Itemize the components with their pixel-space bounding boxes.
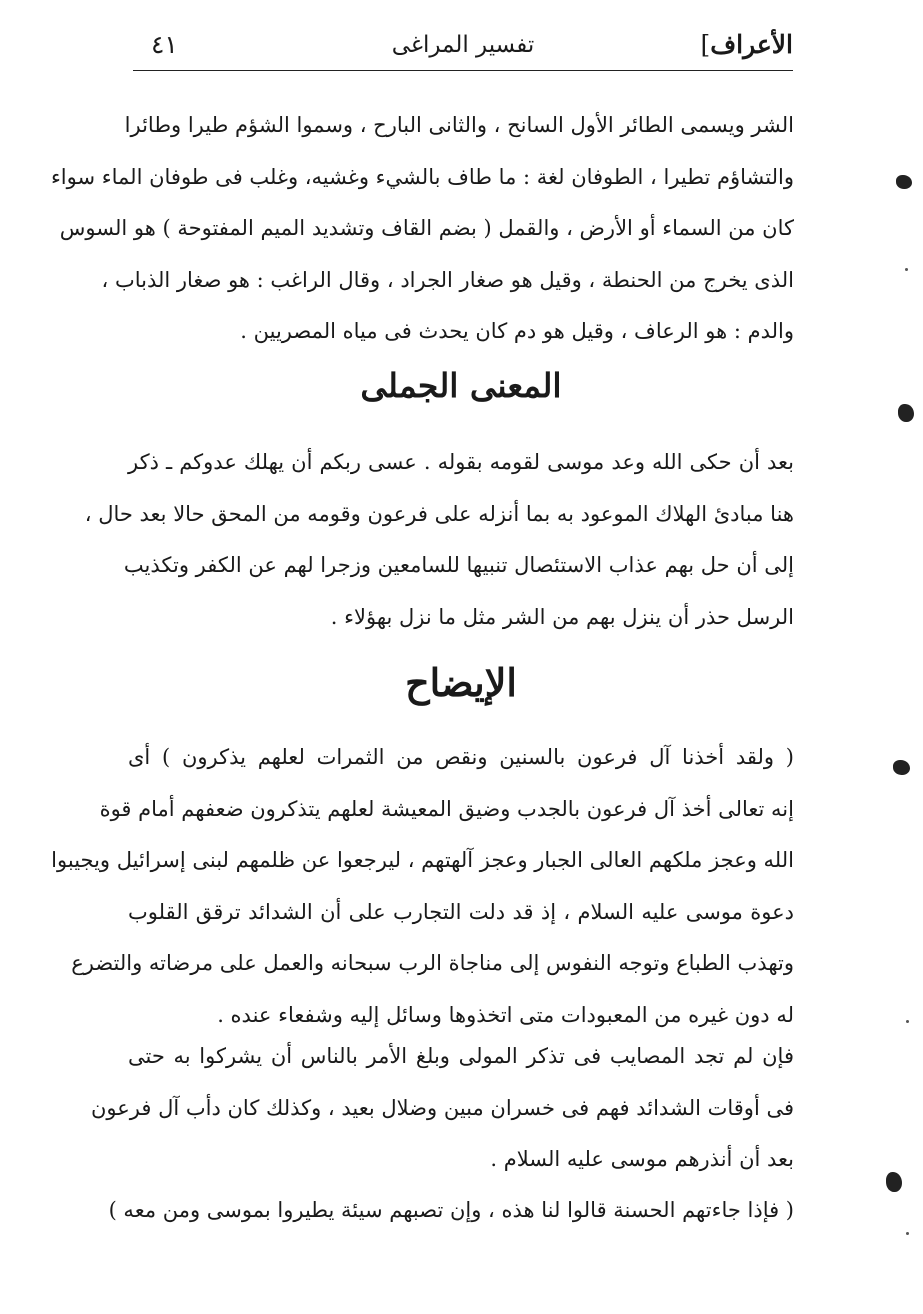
text-line: والدم : هو الرعاف ، وقيل هو دم كان يحدث فى مياه المصريين . — [240, 319, 794, 343]
text-line: كان من السماء أو الأرض ، والقمل ( بضم القاف وتشديد الميم المفتوحة ) هو السوس — [59, 216, 794, 240]
section-heading-general-meaning: المعنى الجملى — [360, 366, 562, 405]
text-line: الذى يخرج من الحنطة ، وقيل هو صغار الجراد ، وقال الراغب : هو صغار الذباب ، — [101, 267, 794, 292]
text-line: ( ولقد أخذنا آل فرعون بالسنين ونقص من الثمرات لعلهم يذكرون ) أى — [128, 745, 794, 769]
text-line: إلى أن حل بهم عذاب الاستئصال تنبيها للسامعين وزجرا لهم عن الكفر وتكذيب — [123, 553, 794, 577]
book-title: تفسير المراغى — [391, 32, 535, 58]
ink-blot — [896, 175, 912, 189]
text-line: الشر ويسمى الطائر الأول السانح ، والثانى البارح ، وسموا الشؤم طيرا وطائرا — [124, 113, 794, 137]
ink-speck — [906, 1020, 909, 1023]
header-bracket: ] — [700, 30, 711, 59]
explanation-paragraph-continued — [91, 1031, 794, 1186]
section-heading-explanation: الإيضاح — [405, 660, 517, 705]
surah-name: الأعراف] — [700, 30, 793, 59]
text-line: ( فإذا جاءتهم الحسنة قالوا لنا هذه ، وإن تصبهم سيئة يطيروا بموسى ومن معه ) — [108, 1198, 794, 1222]
text-line: وتهذب الطباع وتوجه النفوس إلى مناجاة الرب سبحانه والعمل على مرضاته والتضرع — [71, 951, 794, 975]
text-line: الرسل حذر أن ينزل بهم من الشر مثل ما نزل بهؤلاء . — [330, 604, 794, 629]
text-line: إنه تعالى أخذ آل فرعون بالجدب وضيق المعيشة لعلهم يتذكرون ضعفهم أمام قوة — [99, 796, 794, 821]
text-line: بعد أن أنذرهم موسى عليه السلام . — [490, 1147, 794, 1171]
text-line: فى أوقات الشدائد فهم فى خسران مبين وضلال بعيد ، وكذلك كان دأب آل فرعون — [91, 1095, 794, 1120]
explanation-paragraph — [51, 732, 794, 1041]
ink-blot — [893, 760, 910, 775]
text-line: دعوة موسى عليه السلام ، إذ قد دلت التجارب على أن الشدائد ترقق القلوب — [128, 899, 794, 924]
running-header — [133, 24, 793, 70]
text-line: له دون غيره من المعبودات متى اتخذوها وسائل إليه وشفعاء عنده . — [217, 1002, 794, 1027]
ink-speck — [906, 1232, 909, 1235]
text-line: هنا مبادئ الهلاك الموعود به بما أنزله على فرعون وقومه من المحق حالا بعد حال ، — [84, 501, 794, 526]
header-rule — [133, 70, 793, 71]
text-line: الله وعجز ملكهم العالى الجبار وعجز آلهتهم ، ليرجعوا عن ظلمهم لبنى إسرائيل ويجيبوا — [51, 848, 794, 872]
vocabulary-paragraph — [50, 100, 794, 358]
text-line: بعد أن حكى الله وعد موسى لقومه بقوله . عسى ربكم أن يهلك عدوكم ـ ذكر — [128, 450, 794, 474]
ink-blot — [886, 1172, 902, 1192]
ink-speck — [905, 268, 908, 271]
text-line: والتشاؤم تطيرا ، الطوفان لغة : ما طاف بالشيء وغشيه، وغلب فى طوفان الماء سواء — [50, 164, 794, 189]
general-meaning-paragraph — [84, 437, 794, 643]
ink-blot — [898, 404, 914, 422]
verse-quote — [108, 1185, 794, 1237]
text-line: فإن لم تجد المصايب فى تذكر المولى وبلغ الأمر بالناس أن يشركوا به حتى — [128, 1044, 794, 1068]
page-number: ٤١ — [151, 30, 178, 59]
